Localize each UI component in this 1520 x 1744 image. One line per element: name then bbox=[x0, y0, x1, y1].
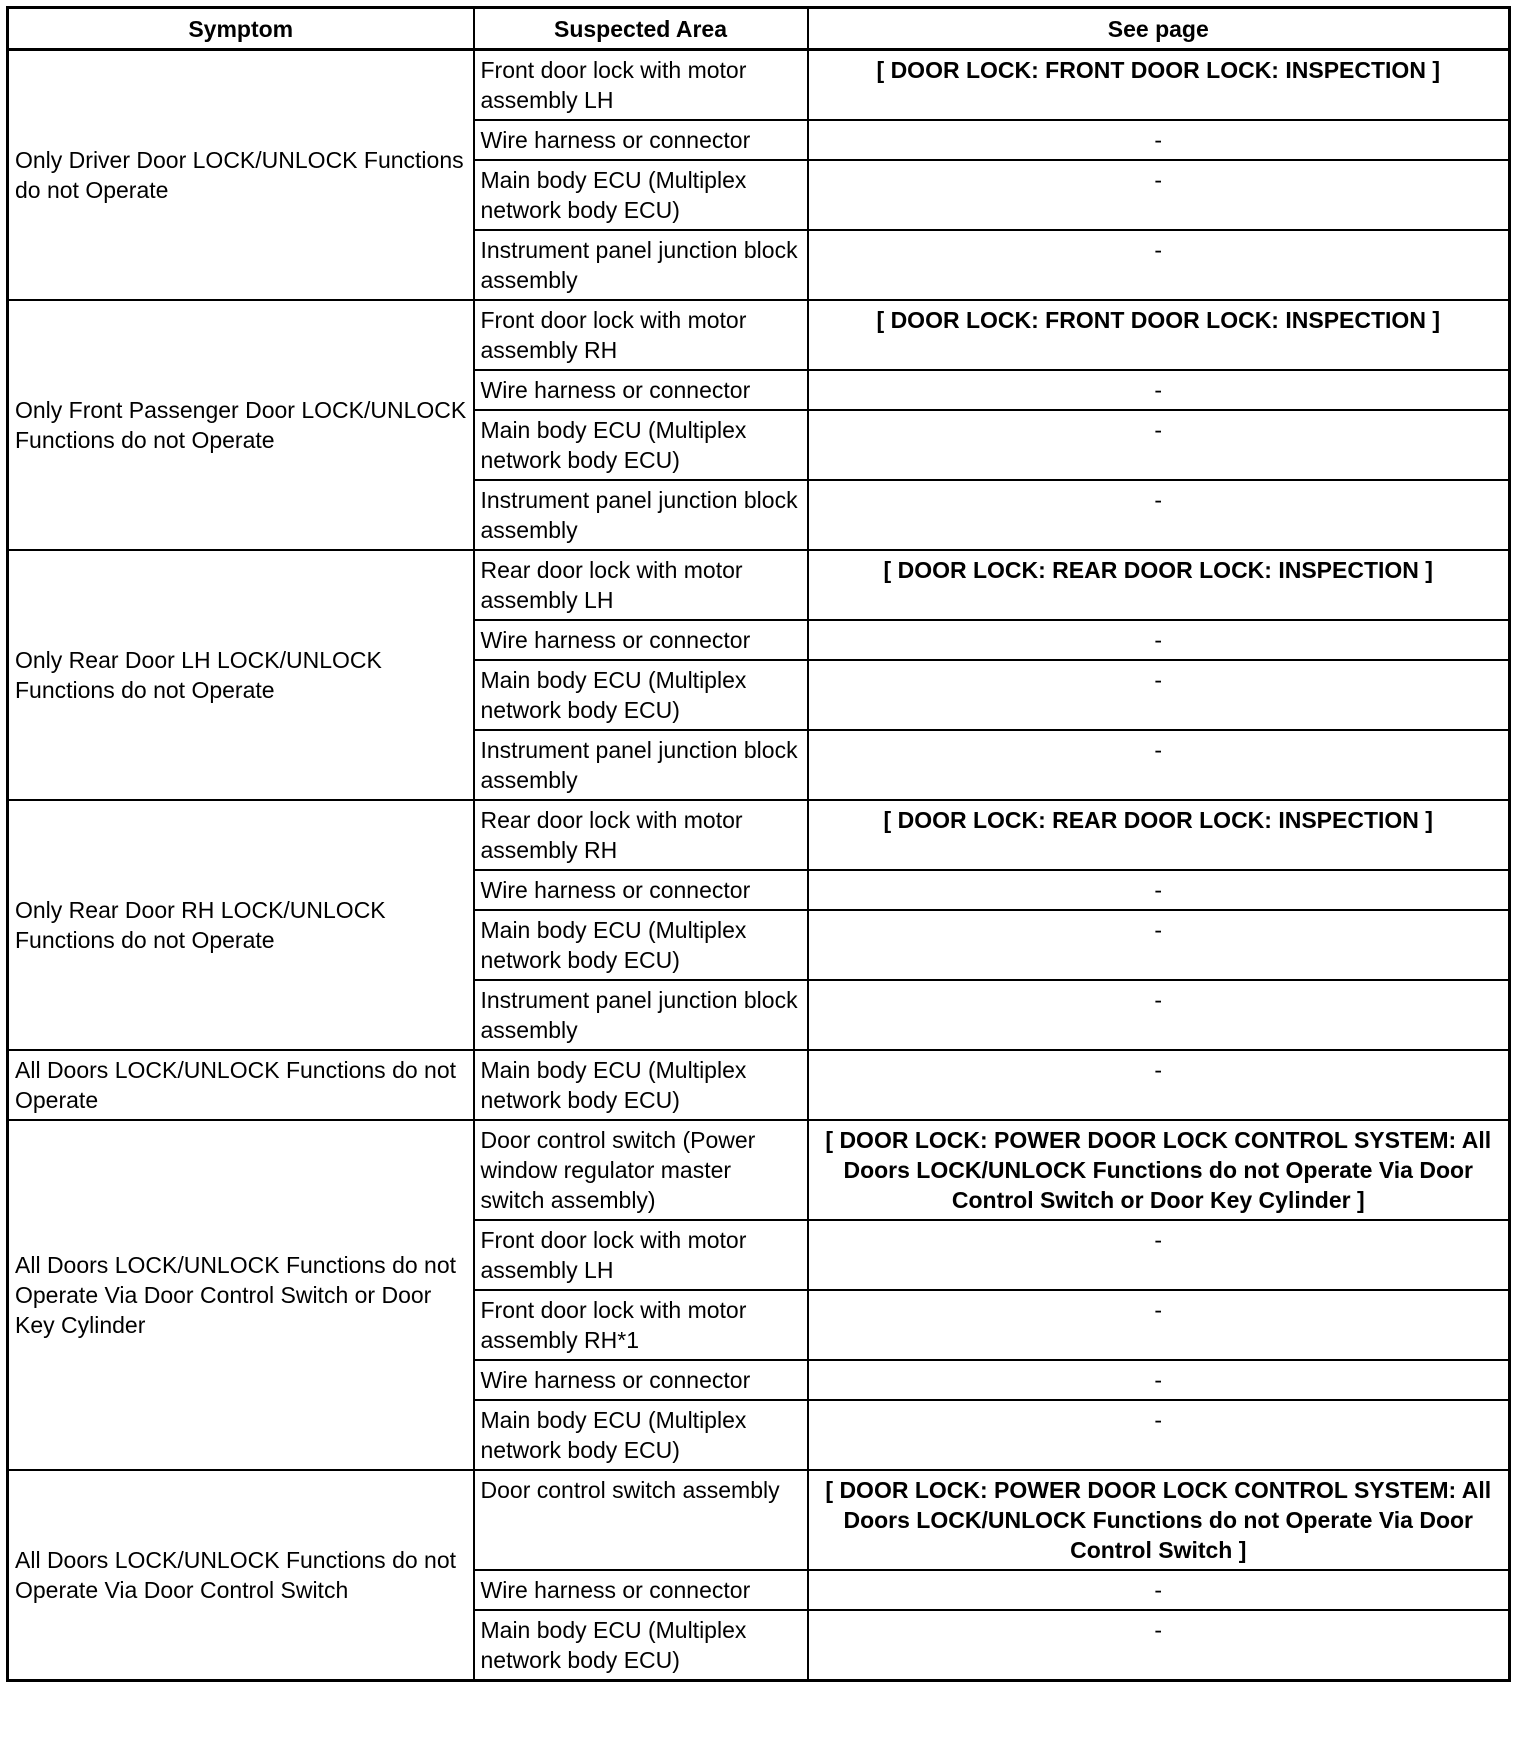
symptom-cell: All Doors LOCK/UNLOCK Functions do not Operate Via Door Control Switch bbox=[8, 1470, 474, 1681]
suspected-area-cell: Main body ECU (Multiplex network body ECU) bbox=[474, 410, 808, 480]
see-page-cell: - bbox=[808, 120, 1510, 160]
table-row bbox=[8, 550, 1510, 620]
suspected-area-cell: Wire harness or connector bbox=[474, 120, 808, 160]
see-page-cell: - bbox=[808, 410, 1510, 480]
suspected-area-cell: Door control switch assembly bbox=[474, 1470, 808, 1570]
suspected-area-cell: Wire harness or connector bbox=[474, 1360, 808, 1400]
see-page-cell: - bbox=[808, 870, 1510, 910]
suspected-area-cell: Front door lock with motor assembly LH bbox=[474, 1220, 808, 1290]
suspected-area-cell: Main body ECU (Multiplex network body ECU) bbox=[474, 1610, 808, 1681]
table-row bbox=[8, 1120, 1510, 1220]
symptom-cell: All Doors LOCK/UNLOCK Functions do not Operate Via Door Control Switch or Door Key Cylinder bbox=[8, 1120, 474, 1470]
table-header bbox=[8, 8, 1510, 50]
see-page-reference: [ DOOR LOCK: REAR DOOR LOCK: INSPECTION ] bbox=[808, 800, 1510, 870]
symptom-cell: Only Rear Door LH LOCK/UNLOCK Functions do not Operate bbox=[8, 550, 474, 800]
table-body bbox=[8, 50, 1510, 1681]
suspected-area-cell: Main body ECU (Multiplex network body ECU) bbox=[474, 910, 808, 980]
suspected-area-cell: Rear door lock with motor assembly LH bbox=[474, 550, 808, 620]
see-page-cell: - bbox=[808, 160, 1510, 230]
suspected-area-cell: Main body ECU (Multiplex network body ECU) bbox=[474, 1050, 808, 1120]
symptom-cell: Only Rear Door RH LOCK/UNLOCK Functions do not Operate bbox=[8, 800, 474, 1050]
table-row bbox=[8, 300, 1510, 370]
suspected-area-cell: Wire harness or connector bbox=[474, 870, 808, 910]
header-suspected-area: Suspected Area bbox=[474, 8, 808, 50]
see-page-cell: - bbox=[808, 730, 1510, 800]
header-symptom: Symptom bbox=[8, 8, 474, 50]
suspected-area-cell: Door control switch (Power window regulator master switch assembly) bbox=[474, 1120, 808, 1220]
see-page-cell: - bbox=[808, 1050, 1510, 1120]
see-page-cell: - bbox=[808, 1610, 1510, 1681]
suspected-area-cell: Main body ECU (Multiplex network body ECU) bbox=[474, 1400, 808, 1470]
suspected-area-cell: Front door lock with motor assembly LH bbox=[474, 50, 808, 121]
table-row bbox=[8, 1050, 1510, 1120]
see-page-reference: [ DOOR LOCK: FRONT DOOR LOCK: INSPECTION ] bbox=[808, 50, 1510, 121]
see-page-cell: - bbox=[808, 1400, 1510, 1470]
suspected-area-cell: Front door lock with motor assembly RH bbox=[474, 300, 808, 370]
see-page-cell: - bbox=[808, 910, 1510, 980]
see-page-cell: - bbox=[808, 1570, 1510, 1610]
see-page-cell: - bbox=[808, 1220, 1510, 1290]
see-page-cell: - bbox=[808, 1360, 1510, 1400]
see-page-reference: [ DOOR LOCK: FRONT DOOR LOCK: INSPECTION ] bbox=[808, 300, 1510, 370]
see-page-cell: - bbox=[808, 980, 1510, 1050]
see-page-cell: - bbox=[808, 620, 1510, 660]
suspected-area-cell: Wire harness or connector bbox=[474, 370, 808, 410]
suspected-area-cell: Wire harness or connector bbox=[474, 1570, 808, 1610]
suspected-area-cell: Instrument panel junction block assembly bbox=[474, 730, 808, 800]
symptom-cell: All Doors LOCK/UNLOCK Functions do not Operate bbox=[8, 1050, 474, 1120]
table-row bbox=[8, 800, 1510, 870]
see-page-cell: - bbox=[808, 1290, 1510, 1360]
symptom-cell: Only Driver Door LOCK/UNLOCK Functions do not Operate bbox=[8, 50, 474, 301]
see-page-reference: [ DOOR LOCK: POWER DOOR LOCK CONTROL SYSTEM: All Doors LOCK/UNLOCK Functions do not Operate Via Door Control Switch ] bbox=[808, 1470, 1510, 1570]
see-page-cell: - bbox=[808, 370, 1510, 410]
suspected-area-cell: Wire harness or connector bbox=[474, 620, 808, 660]
suspected-area-cell: Instrument panel junction block assembly bbox=[474, 230, 808, 300]
table-row bbox=[8, 50, 1510, 121]
header-row bbox=[8, 8, 1510, 50]
see-page-cell: - bbox=[808, 660, 1510, 730]
suspected-area-cell: Main body ECU (Multiplex network body ECU) bbox=[474, 660, 808, 730]
see-page-cell: - bbox=[808, 480, 1510, 550]
suspected-area-cell: Main body ECU (Multiplex network body ECU) bbox=[474, 160, 808, 230]
table-row bbox=[8, 1470, 1510, 1570]
see-page-reference: [ DOOR LOCK: POWER DOOR LOCK CONTROL SYSTEM: All Doors LOCK/UNLOCK Functions do not Operate Via Door Control Switch or Door Key Cylinder ] bbox=[808, 1120, 1510, 1220]
see-page-reference: [ DOOR LOCK: REAR DOOR LOCK: INSPECTION ] bbox=[808, 550, 1510, 620]
suspected-area-cell: Instrument panel junction block assembly bbox=[474, 980, 808, 1050]
troubleshooting-table bbox=[6, 6, 1511, 1682]
suspected-area-cell: Rear door lock with motor assembly RH bbox=[474, 800, 808, 870]
header-see-page: See page bbox=[808, 8, 1510, 50]
suspected-area-cell: Instrument panel junction block assembly bbox=[474, 480, 808, 550]
see-page-cell: - bbox=[808, 230, 1510, 300]
symptom-cell: Only Front Passenger Door LOCK/UNLOCK Functions do not Operate bbox=[8, 300, 474, 550]
suspected-area-cell: Front door lock with motor assembly RH*1 bbox=[474, 1290, 808, 1360]
